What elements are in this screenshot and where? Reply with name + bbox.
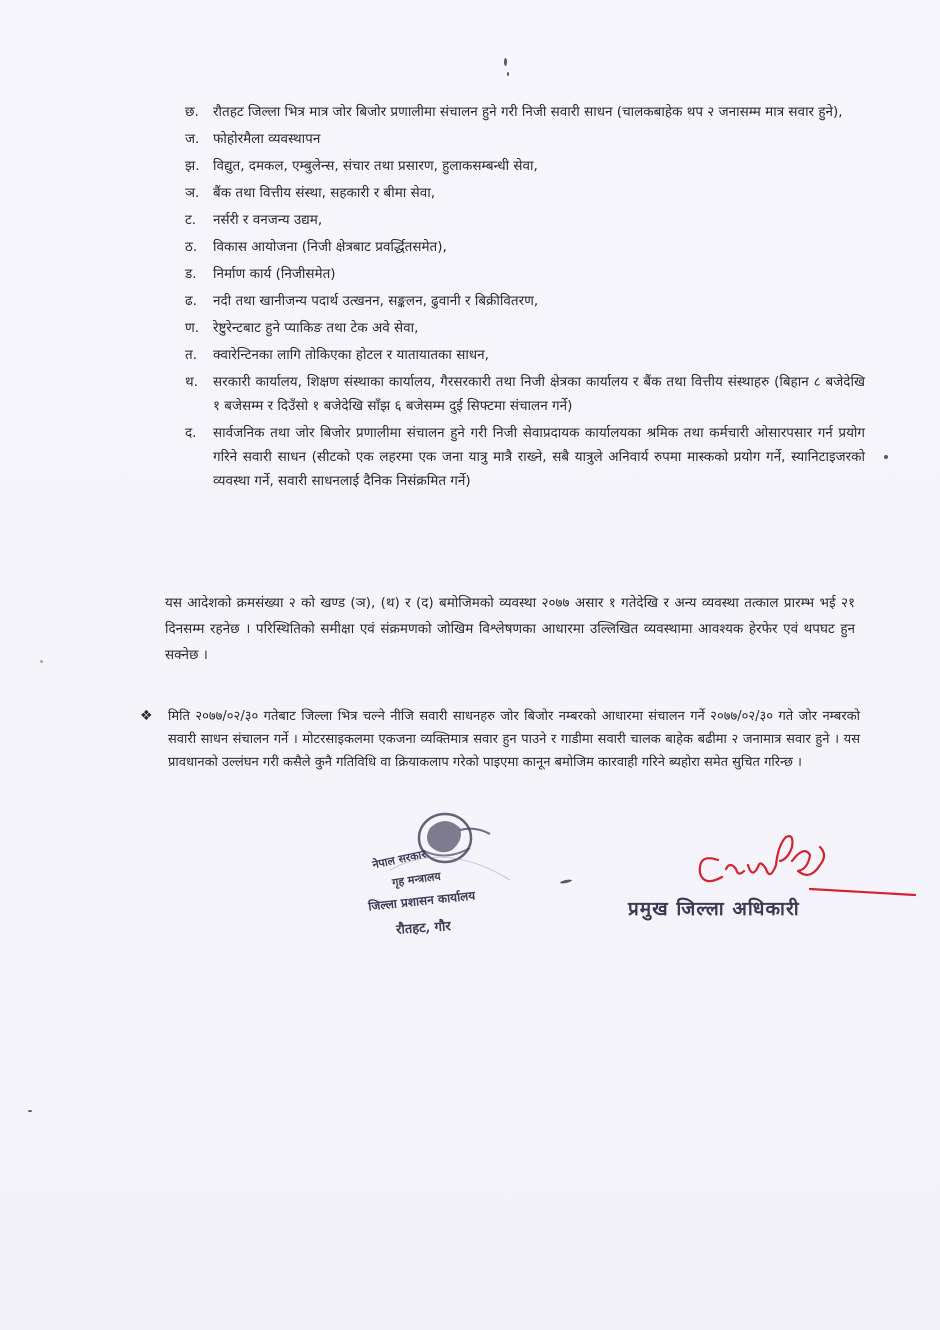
scan-speck (28, 1110, 32, 1112)
list-item-marker: ठ. (185, 239, 198, 255)
list-item (185, 316, 865, 340)
signatory-title: प्रमुख जिल्ला अधिकारी (628, 898, 800, 920)
list-item (185, 343, 865, 367)
list-item-marker: ड. (185, 266, 197, 282)
list-item (185, 127, 865, 151)
list-item-marker: ञ. (185, 185, 200, 201)
list-item-text: विकास आयोजना (निजी क्षेत्रबाट प्रवर्द्धितसमेत), (213, 239, 447, 255)
seal-line-4: रौतहट, गौर (395, 919, 452, 938)
list-item (185, 235, 865, 259)
list-item-marker: ढ. (185, 293, 197, 309)
scan-speck (507, 72, 509, 76)
list-item-text: रौतहट जिल्ला भित्र मात्र जोर बिजोर प्रणालीमा संचालन हुने गरी निजी सवारी साधन (चालकबाहेक थप २ जनासम्म मात्र सवार हुने), (213, 104, 843, 120)
list-item-text: सरकारी कार्यालय, शिक्षण संस्थाका कार्यालय, गैरसरकारी तथा निजी क्षेत्रका कार्यालय र बैंक तथा वित्तीय संस्थाहरु (बिहान ८ बजेदेखि १ बजेसम्म र दिउँसो १ बजेदेखि साँझ ६ बजेसम्म दुई सिफ्टमा संचालन गर्ने) (213, 374, 865, 414)
scan-speck (884, 455, 888, 459)
list-item-text: निर्माण कार्य (निजीसमेत) (213, 266, 336, 282)
list-item-marker: त. (185, 347, 197, 363)
list-item-text: नदी तथा खानीजन्य पदार्थ उत्खनन, सङ्कलन, ढुवानी र बिक्रीवितरण, (213, 293, 539, 309)
scan-speck (504, 58, 507, 66)
list-item-text: क्वारेन्टिनका लागि तोकिएका होटल र यातायातका साधन, (213, 347, 489, 363)
order-item-list (185, 100, 865, 496)
list-item (185, 100, 865, 124)
list-item (185, 208, 865, 232)
list-item (185, 262, 865, 286)
list-item-text: रेष्टुरेन्टबाट हुने प्याकिङ तथा टेक अवे सेवा, (213, 320, 419, 336)
list-item-text: विद्युत, दमकल, एम्बुलेन्स, संचार तथा प्रसारण, हुलाकसम्बन्धी सेवा, (213, 158, 538, 174)
list-item-text: बैंक तथा वित्तीय संस्था, सहकारी र बीमा सेवा, (213, 185, 436, 201)
scan-speck (560, 879, 572, 884)
list-item (185, 370, 865, 418)
seal-line-1: नेपाल सरकार (371, 847, 427, 872)
list-item-marker: ज. (185, 131, 200, 147)
notice-block (140, 705, 860, 774)
list-item (185, 181, 865, 205)
seal-line-3: जिल्ला प्रशासन कार्यालय (367, 888, 476, 914)
list-item (185, 421, 865, 493)
notice-text: मिति २०७७/०२/३० गतेबाट जिल्ला भित्र चल्ने नीजि सवारी साधनहरु जोर बिजोर नम्बरको आधारमा संचालन गर्ने २०७७/०२/३० गते जोर नम्बरको सवारी साधन संचालन गर्ने । मोटरसाइकलमा एकजना व्यक्तिमात्र सवार हुन पाउने र गाडीमा सवारी चालक बाहेक बढीमा २ जनामात्र सवार हुने । यस प्रावधानको उल्लंघन गरी कसैले कुनै गतिविधि वा क्रियाकलाप गरेको पाइएमा कानून बमोजिम कारवाही गरिने ब्यहोरा समेत सुचित गरिन्छ । (168, 709, 860, 770)
list-item (185, 289, 865, 313)
list-item (185, 154, 865, 178)
list-item-text: फोहोरमैला व्यवस्थापन (213, 131, 321, 147)
list-item-marker: झ. (185, 158, 200, 174)
list-item-text: नर्सरी र वनजन्य उद्यम, (213, 212, 323, 228)
list-item-marker: द. (185, 425, 197, 441)
list-item-marker: ट. (185, 212, 197, 228)
list-item-text: सार्वजनिक तथा जोर बिजोर प्रणालीमा संचालन हुने गरी निजी सेवाप्रदायक कार्यालयका श्रमिक तथा कर्मचारी ओसारपसार गर्न प्रयोग गरिने सवारी साधन (सीटको एक लहरमा एक जना यात्रु मात्रै राख्ने, सबै यात्रुले अनिवार्य रुपमा मास्कको प्रयोग गर्ने, स्यानिटाइजरको व्यवस्था गर्ने, सवारी साधनलाई दैनिक निसंक्रमित गर्ने) (213, 425, 865, 489)
scan-speck (40, 660, 43, 663)
order-paragraph: यस आदेशको क्रमसंख्या २ को खण्ड (ञ), (थ) र (द) बमोजिमको व्यवस्था २०७७ असार १ गतेदेखि र अन्य व्यवस्था तत्काल प्रारम्भ भई २१ दिनसम्म रहनेछ । परिस्थितिको समीक्षा एवं संक्रमणको जोखिम विश्लेषणका आधारमा उल्लिखित व्यवस्थामा आवश्यक हेरफेर एवं थपघट हुन सक्नेछ । (165, 595, 855, 663)
notice-bullet: ❖ (140, 708, 153, 724)
list-item-marker: थ. (185, 374, 198, 390)
list-item-marker: छ. (185, 104, 199, 120)
seal-line-2: गृह मन्त्रालय (391, 869, 442, 890)
handwritten-signature (660, 825, 920, 905)
list-item-marker: ण. (185, 320, 200, 336)
